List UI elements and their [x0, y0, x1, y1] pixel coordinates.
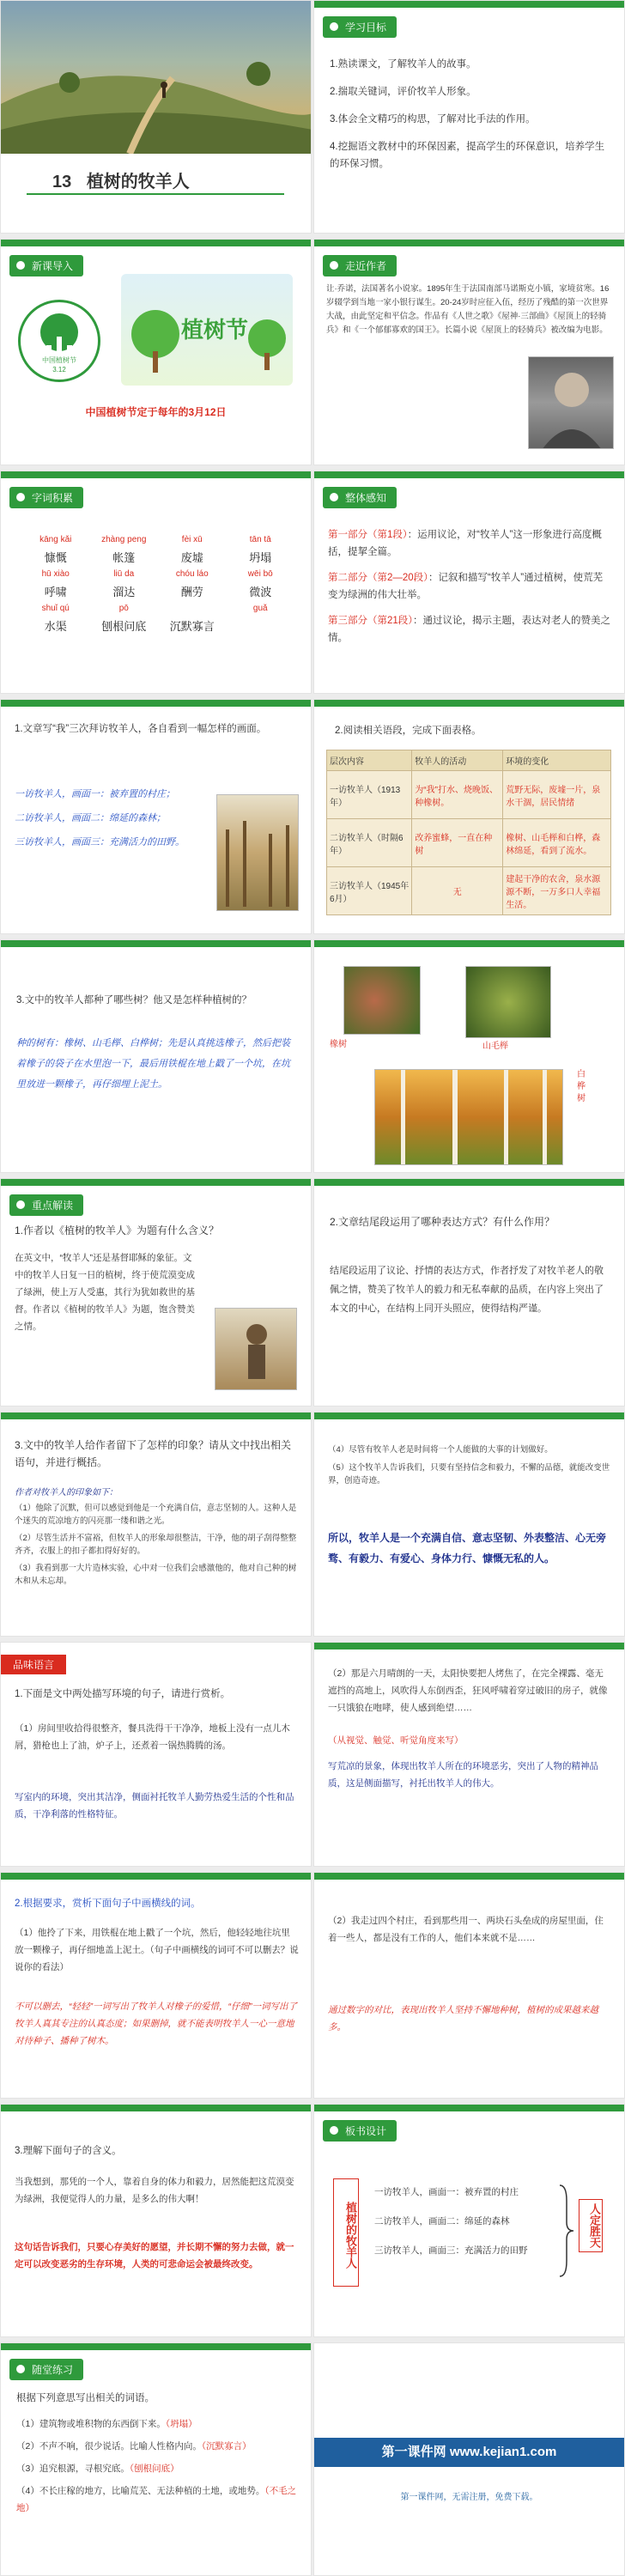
vocab-word: 呼啸	[44, 586, 67, 598]
section-tag: 字词积累	[9, 487, 83, 508]
pinyin: kāng kǎi	[39, 535, 72, 544]
goal-item: 2.揣取关键词，评价牧羊人形象。	[330, 87, 476, 97]
impression-point: （4）尽管有牧羊人老是时间将一个人能做的大事的计划做好。	[328, 1445, 553, 1455]
word-analysis-slide	[0, 1872, 312, 2099]
section-tag: 随堂练习	[9, 2359, 83, 2380]
question: 1.下面是文中两处描写环境的句子，请进行赏析。	[15, 1689, 231, 1699]
table-cell: 荒野无际，废墟一片，泉水干涸，居民情绪	[503, 771, 611, 819]
question: 3.理解下面句子的含义。	[15, 2146, 122, 2156]
overview-part	[328, 569, 612, 604]
impression-point: （3）我看到那一大片造林实验，心中对一位我们会感激他的，他对自己种的树木和从未忘却。	[15, 1564, 297, 1586]
passage: （2）那是六月晴朗的一天，太阳快要把人烤焦了，在完全裸露、毫无遮挡的高地上，风吹得人东倒西歪，狂风呼啸着穿过破旧的房子，就像一只饿狼在咆哮，使人感到绝望……	[328, 1668, 608, 1713]
vocab-word: 溜达	[112, 586, 136, 598]
practice-item	[16, 2482, 302, 2517]
passage: （1）他拎了下来，用铁棍在地上戳了一个坑，然后，他轻轻地往坑里放一颗橡子，再仔细地盖上泥土。（句子中画横线的词可不可以删去？说说你的看法）	[15, 1928, 299, 1972]
board-item: 三访牧羊人，画面三：充满活力的田野	[374, 2245, 528, 2256]
answer: 不可以删去，“轻轻”一词写出了牧羊人对橡子的爱惜，“仔细”一词写出了牧羊人真其专注的认真态度；如果删掉，就不能表明牧羊人一心一意地对待种子、播种了树木。	[15, 2002, 297, 2046]
section-tag: 新课导入	[9, 255, 83, 276]
pinyin: hū xiào	[41, 569, 70, 579]
arbor-day-logo	[18, 300, 100, 382]
visits-slide	[0, 699, 312, 934]
question: 2.根据要求，赏析下面句子中画横线的词。	[15, 1899, 201, 1909]
pinyin: liū da	[113, 569, 135, 579]
logo-text: 中国植树节	[42, 356, 76, 364]
practice-intro: 根据下列意思写出相关的词语。	[16, 2393, 155, 2403]
pinyin: pō	[118, 604, 129, 613]
vocab-word	[227, 617, 295, 636]
question: 3.文中的牧羊人都种了哪些树？他又是怎样种植树的？	[16, 995, 252, 1005]
practice-answer: （坍塌）	[165, 2419, 197, 2429]
answer: 结尾段运用了议论、抒情的表达方式，作者抒发了对牧羊老人的敬佩之情，赞美了牧羊人的毅力和无私奉献的品质，在内容上突出了本文的中心，在结构上同开头照应，使得结构严谨。	[330, 1266, 604, 1314]
lesson-heading	[52, 167, 190, 192]
section-tag: 重点解读	[9, 1194, 83, 1216]
logo-date: 3.12	[52, 366, 66, 374]
vocab-grid	[21, 535, 294, 636]
conclusion: 所以，牧羊人是一个充满自信、意志坚韧、外表整洁、心无旁骛、有毅力、有爱心、身体力行、慷慨无私的人。	[328, 1532, 607, 1564]
right-brace-icon	[558, 2184, 575, 2278]
birch-illustration	[375, 1070, 563, 1165]
practice-answer: （刨根问底）	[129, 2464, 179, 2474]
impression-point: （5）这个牧羊人告诉我们，只要有坚持信念和毅力，不懈的品德，就能改变世界，创造奇迹。	[328, 1463, 610, 1485]
language-cont-slide	[313, 1642, 625, 1867]
answer-line: 一访牧羊人，画面一：被弃置的村庄；	[15, 789, 175, 799]
planting-slide	[0, 939, 312, 1173]
word-analysis-cont-slide	[313, 1872, 625, 2099]
title-slide	[0, 0, 312, 234]
arbor-day-banner	[121, 274, 293, 386]
table-cell: 建起干净的农舍，泉水源源不断，一万多口人幸福生活。	[503, 867, 611, 915]
vocab-word: 沉默寡言	[169, 620, 215, 633]
board-conclusion: 人定胜天	[579, 2199, 603, 2252]
goal-item: 4.挖掘语文教材中的环保因素，提高学生的环保意识，培养学生的环保习惯。	[330, 142, 605, 169]
part-heading: 第三部分（第21段）	[328, 616, 414, 626]
practice-item	[16, 2415, 302, 2433]
pinyin: wēi bō	[247, 569, 273, 579]
portrait-illustration	[529, 357, 614, 449]
section-tag: 走近作者	[323, 255, 397, 276]
author-bio: 让·乔诺，法国著名小说家。1895年生于法国南部马诺斯克小镇，家境贫寒。16岁辍学到当地一家小银行谋生。20-24岁时应征入伍，经历了残酷的第一次世界大战，由此坚定和平信念。作品有《人世之歌》《屋神·三部曲》《屋顶上的轻骑兵》和《一个郁郁寡欢的国王》。长篇小说《屋顶上的轻骑兵》被改编为电影。	[326, 284, 610, 335]
vocab-slide	[0, 471, 312, 694]
lesson-number: 13	[52, 173, 72, 191]
section-tag: 品味语言	[1, 1655, 66, 1674]
oak-photo	[343, 966, 421, 1035]
lesson-title: 植树的牧羊人	[86, 173, 190, 191]
part-body: ：运用议论，对“牧羊人”这一形象进行高度概括，提挈全篇。	[328, 530, 602, 557]
vocab-word: 慷慨	[44, 551, 67, 564]
sentence-slide	[0, 2104, 312, 2337]
practice-question: （4）不长庄稼的地方，比喻荒芜、无法种植的土地，或地势。	[16, 2486, 265, 2496]
pinyin: fèi xū	[181, 535, 203, 544]
vocab-word: 水渠	[44, 620, 67, 633]
practice-question: （1）建筑物或堆积物的东西倒下来。	[16, 2419, 166, 2429]
impression-cont-slide	[313, 1412, 625, 1637]
table-cell: 为“我”打水、烧晚饭、种橡树。	[412, 771, 503, 819]
goal-item: 3.体会全文精巧的构思，了解对比手法的作用。	[330, 114, 536, 125]
vocab-word: 帐篷	[112, 551, 136, 564]
table-header: 环境的变化	[503, 750, 611, 771]
vocab-word: 刨根问底	[101, 620, 147, 633]
overview-slide	[313, 471, 625, 694]
pinyin: guǎ	[252, 604, 268, 613]
beech-label: 山毛榉	[482, 1042, 508, 1051]
birch-photo	[374, 1069, 563, 1165]
landscape-image	[1, 1, 311, 154]
board-slide	[313, 2104, 625, 2337]
practice-answer: （不毛之地）	[16, 2486, 297, 2513]
site-footer: 第一课件网，无需注册，免费下载。	[400, 2493, 538, 2502]
pinyin: shuǐ qú	[41, 604, 70, 613]
pinyin: tān tā	[249, 535, 271, 544]
comparison-table	[326, 750, 611, 915]
pinyin: chóu láo	[175, 569, 209, 579]
section-tag: 学习目标	[323, 16, 397, 38]
vocab-word: 坍塌	[249, 551, 272, 564]
answer: 在英文中，“牧羊人”还是基督耶稣的象征。文中的牧羊人日复一日的植树，终于使荒漠变成了绿洲，使上万人受惠，其行为犹如救世的基督。作者以《植树的牧羊人》为题，饱含赞美之情。	[15, 1253, 195, 1332]
table-cell: 一访牧羊人（1913年）	[327, 771, 412, 819]
answer-line: 三访牧羊人，画面三：充满活力的田野。	[15, 837, 185, 848]
banner-text: 植树节	[181, 318, 249, 343]
practice-item	[16, 2460, 302, 2477]
question: 2.阅读相关语段，完成下面表格。	[335, 726, 482, 736]
impression-point: （1）他除了沉默，但可以感觉到他是一个充满自信，意志坚韧的人。这种人是个迷失的荒凉地方的闪亮那一缕和谐之光。	[15, 1504, 297, 1526]
intro-slide	[0, 239, 312, 465]
overview-part	[328, 526, 612, 561]
part-heading: 第二部分（第2—20段）	[328, 573, 428, 583]
question: 3.文中的牧羊人给作者留下了怎样的印象？请从文中找出相关语句，并进行概括。	[15, 1439, 292, 1468]
part-heading: 第一部分（第1段）	[328, 530, 408, 540]
answer: 这句话告诉我们，只要心存美好的愿望，并长期不懈的努力去做，就一定可以改变恶劣的生存环境，人类的可悲命运会被最终改变。	[15, 2242, 294, 2269]
vocab-word: 酬劳	[180, 586, 203, 598]
practice-slide	[0, 2342, 312, 2576]
vocab-word: 微波	[249, 586, 272, 598]
ending-slide	[313, 1178, 625, 1406]
practice-answer: （沉默寡言）	[201, 2441, 252, 2451]
title-underline	[27, 193, 284, 195]
part-body: ：通过议论，揭示主题，表达对老人的赞美之情。	[328, 616, 611, 643]
passage: （2）我走过四个村庄，看到那些用一、两块石头垒成的房屋里面，住着一些人，都是没有工作的人，他们本来就不是……	[328, 1916, 604, 1943]
pinyin: zhàng peng	[101, 535, 147, 544]
practice-item	[16, 2438, 302, 2455]
table-cell: 改养蜜蜂，一直在种树	[412, 819, 503, 867]
vocab-word: 废墟	[180, 551, 203, 564]
shepherd-illustration	[215, 1309, 297, 1390]
end-slide	[313, 2342, 625, 2576]
practice-question: （3）追究根源，寻根究底。	[16, 2464, 130, 2474]
goal-item: 1.熟读课文，了解牧羊人的故事。	[330, 59, 476, 70]
table-cell: 三访牧羊人（1945年6月）	[327, 867, 412, 915]
arbor-day-caption: 中国植树节定于每年的3月12日	[85, 406, 227, 418]
shepherd-hill-illustration	[1, 1, 312, 154]
passage: 当我想到，那凭的一个人，靠着自身的体力和毅力，居然能把这荒漠变为绿洲，我便觉得人的力量，是多么的伟大啊！	[15, 2177, 294, 2204]
author-slide	[313, 239, 625, 465]
question: 2.文章结尾段运用了哪种表达方式？有什么作用？	[330, 1216, 555, 1228]
impression-slide	[0, 1412, 312, 1637]
forest-painting	[216, 794, 299, 911]
table-cell: 二访牧羊人（时隔6年）	[327, 819, 412, 867]
birch-label: 白桦树	[577, 1070, 586, 1103]
interpretation-slide	[0, 1178, 312, 1406]
overview-part	[328, 612, 612, 647]
goals-slide	[313, 0, 625, 234]
site-banner[interactable]: 第一课件网 www.kejian1.com	[314, 2438, 624, 2467]
table-slide	[313, 699, 625, 934]
analysis: 写荒凉的景象，体现出牧羊人所在的环境恶劣，突出了人物的精神品质，这是侧面描写，衬托出牧羊人的伟大。	[328, 1761, 598, 1789]
practice-question: （2）不声不响，很少说话。比喻人性格内向。	[16, 2441, 202, 2451]
answer-line: 二访牧羊人，画面二：绵延的森林；	[15, 813, 166, 823]
sub-heading: 作者对牧羊人的印象如下：	[15, 1488, 118, 1498]
question: 1.文章写“我”三次拜访牧羊人，各自看到一幅怎样的画面。	[15, 724, 267, 734]
beech-photo	[465, 966, 551, 1038]
board-side-title: 植树的牧羊人	[333, 2178, 359, 2287]
answer: 种的树有：橡树、山毛榉、白桦树；先是认真挑选橡子，然后把装着橡子的袋子在水里泡一下，最后用铁棍在地上戳了一个坑，在坑里放进一颗橡子，再仔细埋上泥土。	[16, 1038, 290, 1090]
section-tag: 整体感知	[323, 487, 397, 508]
analysis: 写室内的环境，突出其洁净，侧面衬托牧羊人勤劳热爱生活的个性和品质，干净利落的性格特征。	[15, 1792, 294, 1820]
table-cell: 橡树、山毛榉和白桦，森林绵延，看到了流水。	[503, 819, 611, 867]
note: （从视觉、触觉、听觉角度来写）	[328, 1735, 464, 1746]
table-header: 牧羊人的活动	[412, 750, 503, 771]
answer: 通过数字的对比，表现出牧羊人坚持不懈地种树，植树的成果越来越多。	[328, 2005, 598, 2032]
oak-label: 橡树	[330, 1040, 347, 1049]
pinyin	[158, 604, 227, 616]
language-slide	[0, 1642, 312, 1867]
author-photo	[528, 356, 614, 449]
shepherd-photo	[215, 1308, 297, 1390]
table-cell: 无	[412, 867, 503, 915]
forest-illustration	[217, 795, 299, 911]
trees-slide	[313, 939, 625, 1173]
passage: （1）房间里收拾得很整齐，餐具洗得干干净净，地板上没有一点儿木屑，猎枪也上了油，炉子上，还煮着一锅热腾腾的汤。	[15, 1723, 290, 1751]
part-body: ：记叙和描写“牧羊人”通过植树，使荒芜变为绿洲的伟大壮举。	[328, 573, 604, 600]
section-tag: 板书设计	[323, 2120, 397, 2142]
question: 1.作者以《植树的牧羊人》为题有什么含义？	[15, 1224, 220, 1236]
table-header: 层次内容	[327, 750, 412, 771]
board-item: 二访牧羊人，画面二：绵延的森林	[374, 2216, 510, 2227]
board-item: 一访牧羊人，画面一：被弃置的村庄	[374, 2187, 519, 2197]
impression-point: （2）尽管生活并不富裕，但牧羊人的形象却很整洁，干净，他的胡子刮得整整齐齐，衣服上的扣子都扣得好好的。	[15, 1534, 297, 1556]
